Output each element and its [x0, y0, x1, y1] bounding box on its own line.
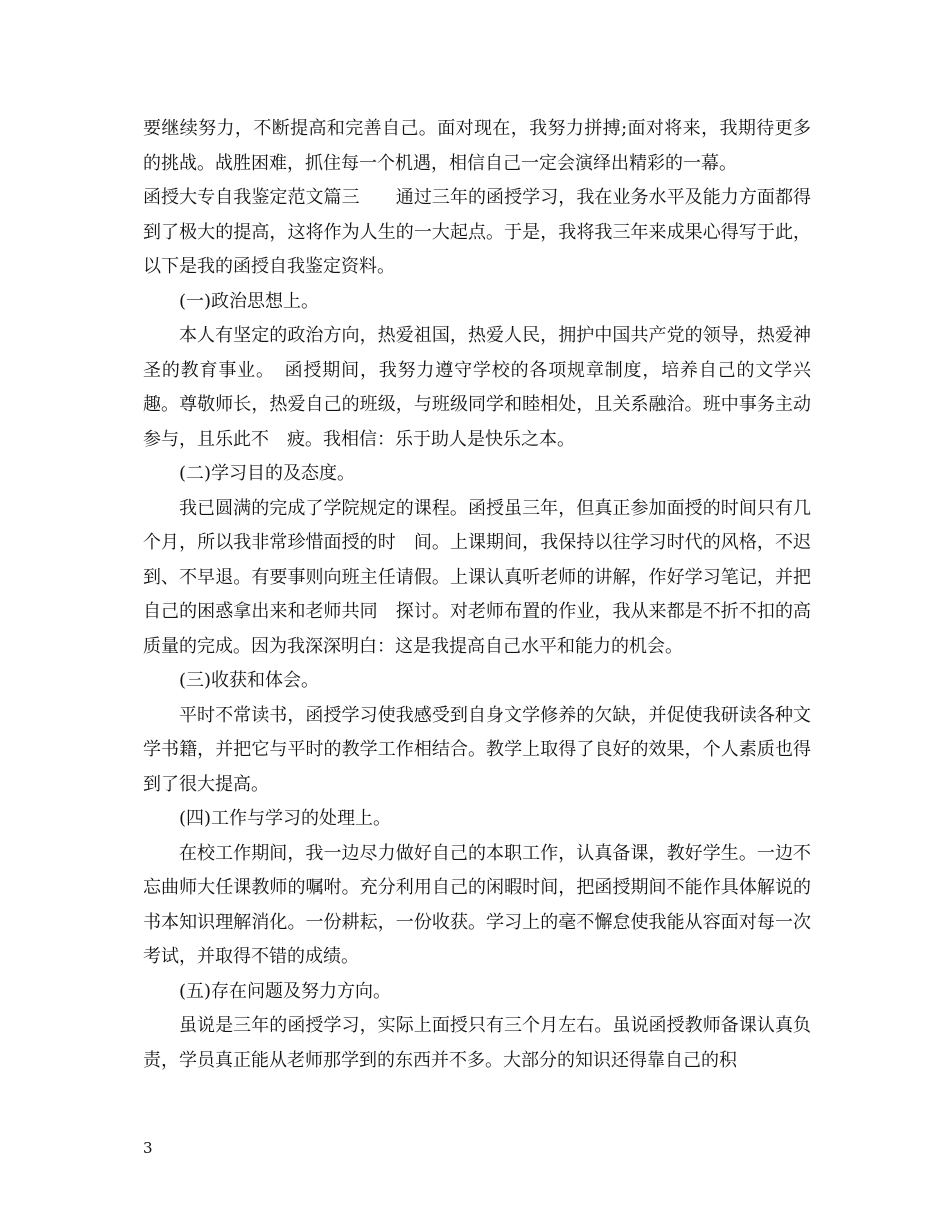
heading-study-purpose: (二)学习目的及态度。 — [179, 463, 356, 484]
paragraph-section-intro: 函授大专自我鉴定范文篇三 通过三年的函授学习，我在业务水平及能力方面都得到了极大的提高，这将作为人生的一大起点。于是，我将我三年来成果心得写于此，以下是我的函授自我鉴定资料。 — [143, 187, 811, 277]
body-text — [143, 112, 811, 1078]
paragraph-political-thought: 本人有坚定的政治方向，热爱祖国，热爱人民，拥护中国共产党的领导，热爱神圣的教育事业。 函授期间，我努力遵守学校的各项规章制度，培养自己的文学兴趣。尊敬师长，热爱自己的班级，与班级同学和睦相处，且关系融洽。班中事务主动参与，且乐此不 疲。我相信：乐于助人是快乐之本。 — [143, 325, 811, 450]
paragraph-problems: 虽说是三年的函授学习，实际上面授只有三个月左右。虽说函授教师备课认真负责，学员真正能从老师那学到的东西并不多。大部分的知识还得靠自己的积 — [143, 1015, 811, 1071]
paragraph-continuation: 要继续努力，不断提高和完善自己。面对现在，我努力拼搏;面对将来，我期待更多的挑战。战胜困难，抓住每一个机遇，相信自己一定会演绎出精彩的一幕。 — [143, 118, 811, 174]
heading-political-thought: (一)政治思想上。 — [179, 290, 320, 312]
paragraph-work-study: 在校工作期间，我一边尽力做好自己的本职工作，认真备课，教好学生。一边不忘曲师大任课教师的嘱咐。充分利用自己的闲暇时间，把函授期间不能作具体解说的书本知识理解消化。一份耕耘，一份收获。学习上的毫不懈怠使我能从容面对每一次考试，并取得不错的成绩。 — [143, 842, 811, 967]
paragraph-study-purpose: 我已圆满的完成了学院规定的课程。函授虽三年，但真正参加面授的时间只有几个月，所以我非常珍惜面授的时 间。上课期间，我保持以往学习时代的风格，不迟到、不早退。有要事则向班主任请假。上课认真听老师的讲解，作好学习笔记，并把自己的困惑拿出来和老师共同 探讨。对老师布置的作业，我从来都是不折不扣的高质量的完成。因为我深深明白：这是我提高自己水平和能力的机会。 — [143, 497, 811, 657]
page-number: 3 — [143, 1139, 153, 1157]
heading-work-study: (四)工作与学习的处理上。 — [179, 808, 392, 829]
paragraph-gains: 平时不常读书，函授学习使我感受到自身文学修养的欠缺，并促使我研读各种文学书籍，并把它与平时的教学工作相结合。教学上取得了良好的效果，个人素质也得到了很大提高。 — [143, 704, 811, 795]
heading-gains: (三)收获和体会。 — [179, 670, 320, 691]
heading-problems: (五)存在问题及努力方向。 — [179, 980, 392, 1002]
